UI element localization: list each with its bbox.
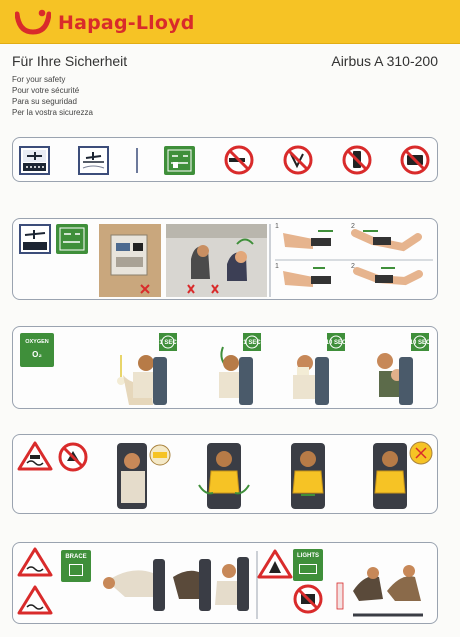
subtitle-es: Para su seguridad <box>12 97 77 106</box>
subtitle-it: Per la vostra sicurezza <box>12 108 93 117</box>
no-electronics-icon <box>402 147 428 173</box>
vest-tie-scene <box>291 443 325 509</box>
water-warning-icon <box>19 443 51 469</box>
mask-drop-scene <box>117 355 167 405</box>
timer-label: 1 SEC <box>243 340 261 346</box>
evacuation-scene <box>337 565 423 615</box>
oxygen-panel <box>12 326 438 409</box>
warning-icon <box>19 549 51 575</box>
rules-panel <box>12 137 438 182</box>
seated-passenger-scene <box>166 224 267 297</box>
lights-sign: LIGHTS <box>293 549 323 581</box>
subtitle-en: For your safety <box>12 75 66 84</box>
step-number: 2 <box>351 223 355 230</box>
brand-name: Hapag-Lloyd <box>58 12 195 34</box>
subtitle-fr: Pour votre sécurité <box>12 86 80 95</box>
assist-others-scene <box>377 353 413 405</box>
brace-position-scene <box>103 557 249 611</box>
brace-panel <box>12 542 438 624</box>
timer-badges <box>159 333 429 351</box>
timer-label: 1 SEC <box>159 340 177 346</box>
no-inflate-inside-icon <box>60 444 86 470</box>
overhead-panel-scene <box>99 224 161 297</box>
fire-warning-icon <box>259 551 291 577</box>
timer-label: 10 SEC <box>409 340 431 346</box>
seatbelt-sign-icon <box>20 225 50 253</box>
no-smoking-icon <box>226 147 252 173</box>
water-warning-icon <box>19 587 51 613</box>
seatbelt-illustrations <box>13 219 439 301</box>
no-portable-device-icon <box>285 147 311 173</box>
wear-mask-scene <box>293 355 329 405</box>
oxygen-sign: OXYGEN O₂ <box>20 333 54 367</box>
aircraft-model: Airbus A 310-200 <box>331 53 438 69</box>
seatbelt-fasten-step <box>283 231 418 249</box>
vest-under-seat-scene <box>117 443 170 509</box>
brace-scenes <box>13 543 439 625</box>
seatbelt-release-step <box>283 268 419 287</box>
pull-mask-scene <box>219 347 253 405</box>
lifevest-scenes <box>13 435 439 515</box>
card-title: Für Ihre Sicherheit <box>12 53 128 69</box>
vest-inflate-scene <box>373 442 432 509</box>
no-mobile-icon <box>344 147 370 173</box>
step-number: 2 <box>351 263 355 270</box>
oxygen-mask-scenes <box>13 327 439 410</box>
seatbelt-panel <box>12 218 438 300</box>
lifevest-panel <box>12 434 438 514</box>
step-number: 1 <box>275 263 279 270</box>
landing-sign-icon <box>79 147 108 174</box>
vest-on-scene <box>199 443 249 509</box>
exit-sign-icon <box>56 224 88 254</box>
step-number: 1 <box>275 223 279 230</box>
brace-sign: BRACE <box>61 550 91 582</box>
no-baggage-icon <box>295 586 321 612</box>
timer-label: 10 SEC <box>325 340 347 346</box>
brand-logo-icon <box>15 8 51 36</box>
seatbelt-sign-icon <box>20 147 49 174</box>
rules-pictograms <box>13 138 439 183</box>
brand-header <box>0 0 460 44</box>
exit-sign-icon <box>164 146 195 175</box>
